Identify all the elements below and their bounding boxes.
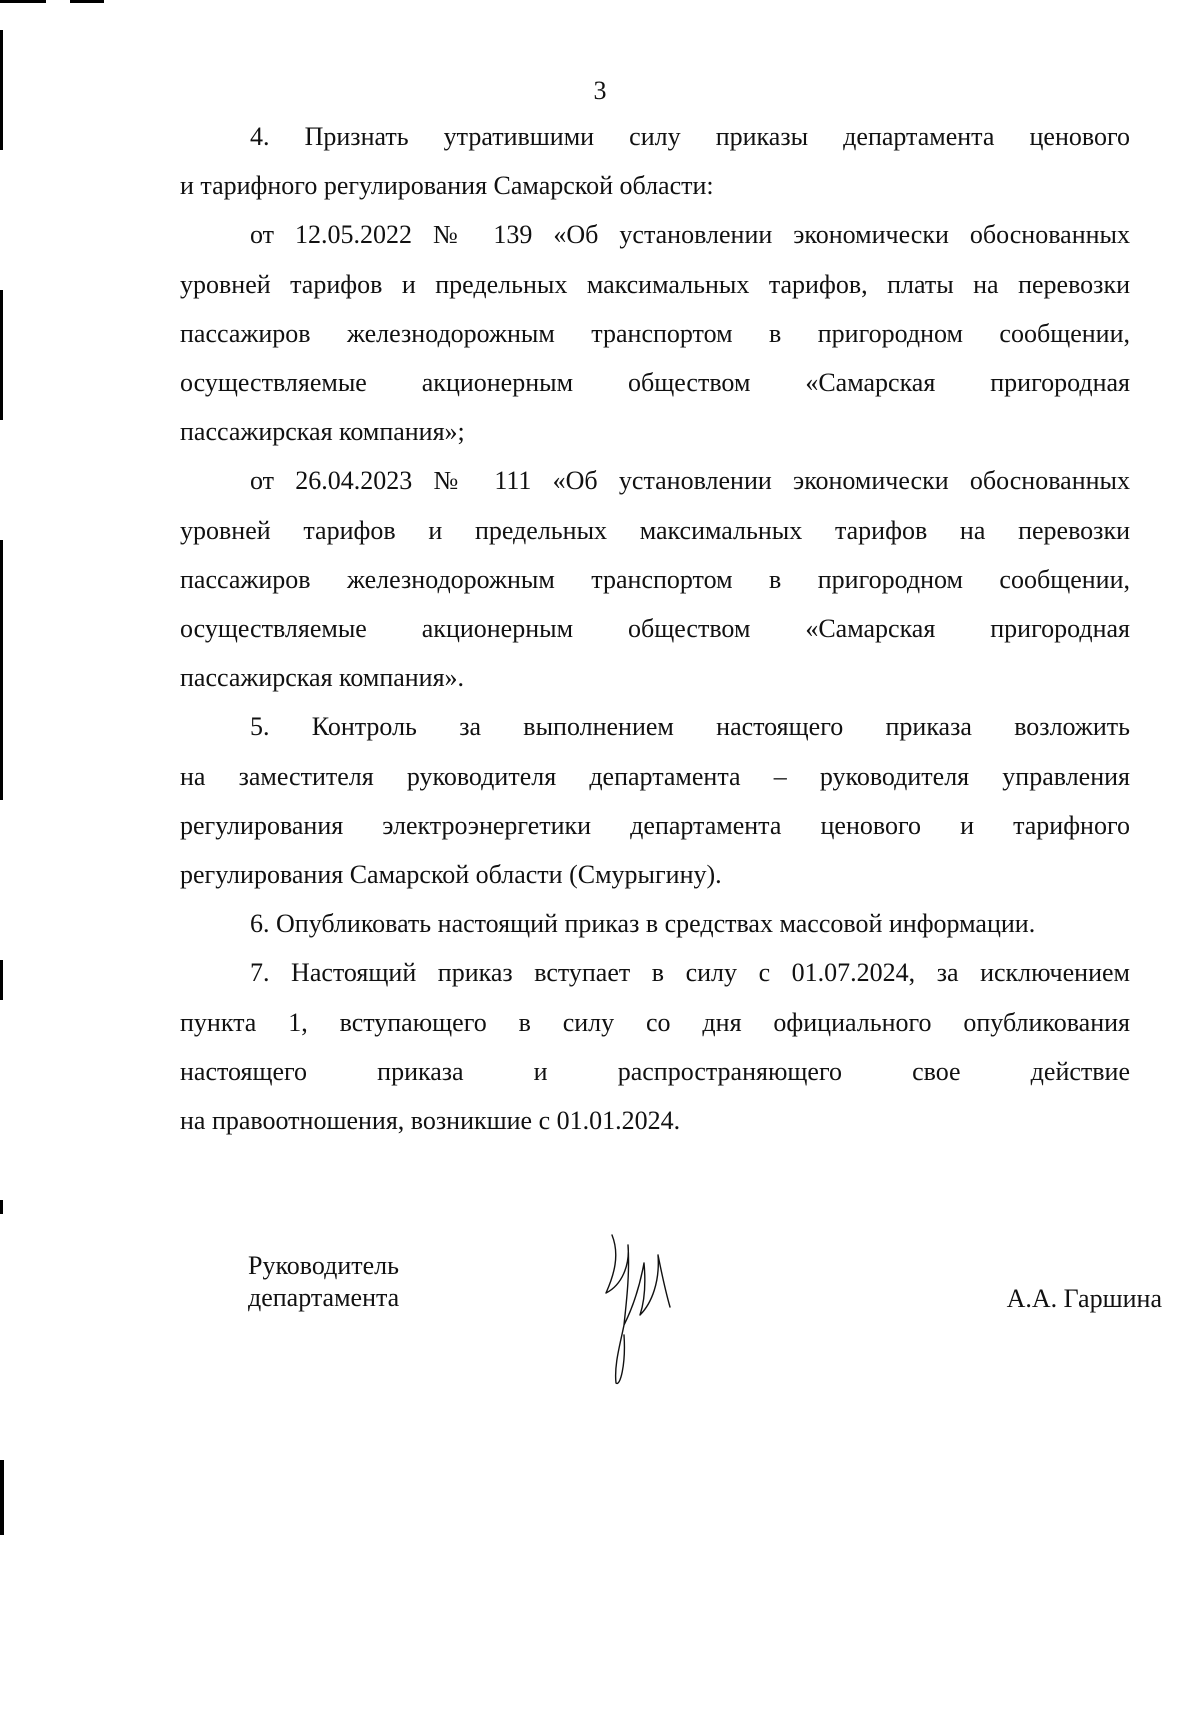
paragraph-line: регулирования Самарской области (Смурыгину). [180, 860, 722, 890]
paragraph-line: пассажирская компания». [180, 663, 465, 693]
paragraph-p6 [180, 899, 1130, 948]
scan-edge-mark [0, 290, 3, 420]
signatory-title-line: департамента [248, 1283, 400, 1312]
paragraph-line: на заместителя руководителя департамента – руководителя управления [180, 761, 1130, 791]
paragraph-line: от 26.04.2023 № 111 «Об установлении экономически обоснованных [250, 466, 1130, 496]
paragraph-p4a [180, 210, 1130, 456]
document-body [180, 112, 1130, 1145]
paragraph-line: от 12.05.2022 № 139 «Об установлении экономически обоснованных [250, 220, 1130, 250]
scan-edge-mark [0, 540, 3, 800]
scan-edge-mark [70, 0, 104, 3]
paragraph-line: уровней тарифов и предельных максимальных тарифов на перевозки [180, 515, 1130, 545]
page-number: 3 [593, 76, 607, 105]
signatory-title-line: Руководитель [248, 1251, 399, 1280]
scan-edge-mark [0, 1200, 3, 1214]
paragraph-p4 [180, 112, 1130, 210]
signatory-title [248, 1250, 399, 1314]
paragraph-line: пункта 1, вступающего в силу со дня официального опубликования [180, 1007, 1130, 1037]
paragraph-line: 7. Настоящий приказ вступает в силу с 01.07.2024, за исключением [250, 958, 1130, 988]
scan-edge-mark [0, 1460, 4, 1535]
paragraph-line: 4. Признать утратившими силу приказы департамента ценового [250, 122, 1130, 151]
paragraph-p7 [180, 948, 1130, 1145]
paragraph-line: осуществляемые акционерным обществом «Самарская пригородная [180, 614, 1130, 644]
paragraph-line: регулирования электроэнергетики департамента ценового и тарифного [180, 810, 1130, 840]
paragraph-line: 6. Опубликовать настоящий приказ в средствах массовой информации. [250, 909, 1036, 939]
scan-edge-mark [0, 960, 3, 1000]
paragraph-p5 [180, 702, 1130, 899]
paragraph-line: пассажиров железнодорожным транспортом в пригородном сообщении, [180, 318, 1130, 348]
signatory-name: А.А. Гаршина [1006, 1284, 1162, 1313]
paragraph-line: пассажирская компания»; [180, 417, 465, 447]
paragraph-line: уровней тарифов и предельных максимальных тарифов, платы на перевозки [180, 269, 1130, 299]
paragraph-line: на правоотношения, возникшие с 01.01.2024. [180, 1106, 681, 1136]
paragraph-line: настоящего приказа и распространяющего свое действие [180, 1056, 1130, 1086]
paragraph-line: и тарифного регулирования Самарской области: [180, 171, 714, 201]
paragraph-line: пассажиров железнодорожным транспортом в пригородном сообщении, [180, 564, 1130, 594]
handwritten-signature [600, 1215, 690, 1390]
scan-edge-mark [0, 0, 46, 3]
paragraph-p4b [180, 456, 1130, 702]
paragraph-line: 5. Контроль за выполнением настоящего приказа возложить [250, 712, 1130, 742]
paragraph-line: осуществляемые акционерным обществом «Самарская пригородная [180, 368, 1130, 398]
